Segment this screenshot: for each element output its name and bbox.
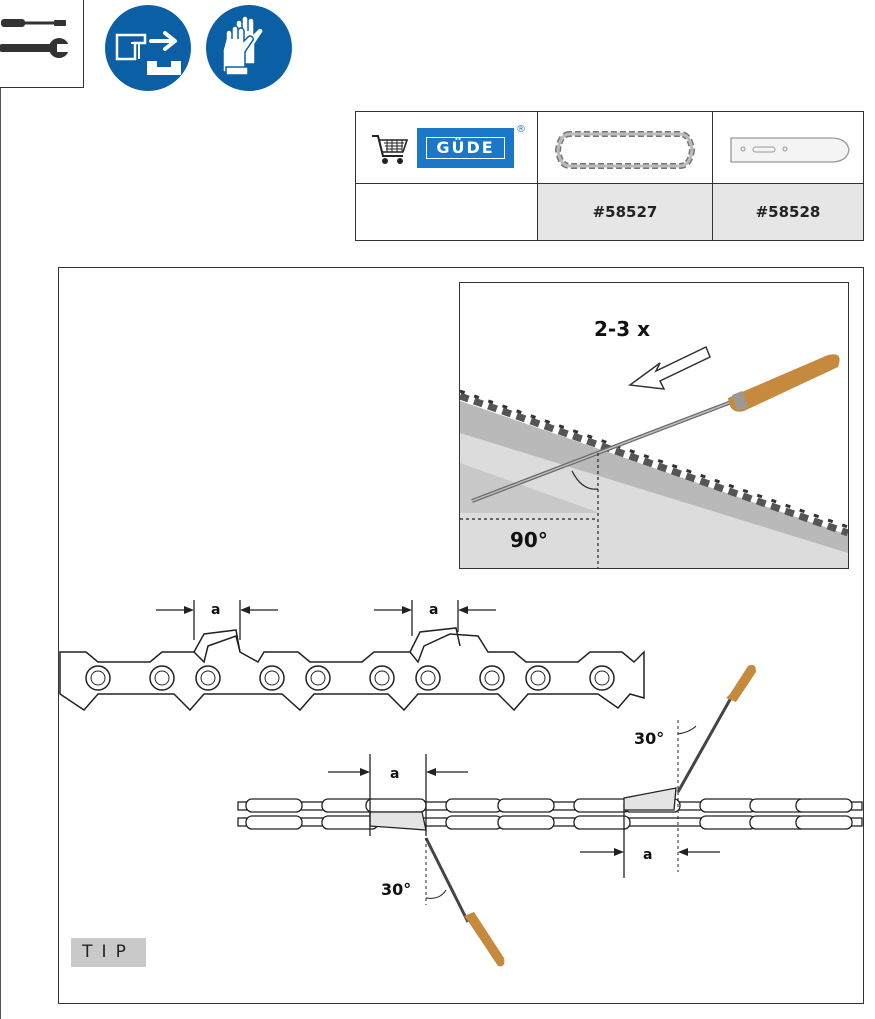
- brand-name: GÜDE: [426, 137, 505, 159]
- saw-chain-icon: [550, 122, 700, 178]
- brand-logo: [417, 128, 514, 168]
- tools-box: [0, 0, 84, 88]
- tip-label: TIP: [71, 938, 146, 967]
- chain-top-diagram: [236, 660, 866, 980]
- chain-part-cell: [538, 184, 712, 240]
- angle-label-left: 30°: [381, 880, 412, 899]
- distance-label: a: [211, 602, 221, 618]
- bar-part-number: #58528: [755, 203, 821, 221]
- chain-part-number: #58527: [592, 203, 658, 221]
- repeat-count-label: 2-3 x: [594, 317, 650, 341]
- distance-label: a: [390, 766, 400, 782]
- angle-label-right: 30°: [634, 729, 665, 748]
- spare-parts-table: [355, 111, 864, 241]
- distance-label: a: [429, 602, 439, 618]
- bar-part-cell: [713, 184, 863, 240]
- screwdriver-wrench-icon: [0, 0, 85, 89]
- left-margin-rule: [0, 88, 1, 1019]
- shopping-cart-icon: [370, 131, 410, 167]
- right-angle-label: 90°: [510, 528, 548, 552]
- protective-gloves-icon: [206, 5, 292, 91]
- distance-label: a: [643, 847, 653, 863]
- guide-bar-icon: [723, 128, 853, 172]
- registered-mark: ®: [516, 124, 526, 135]
- remove-part-icon: [105, 5, 191, 91]
- filing-photo: [459, 282, 849, 569]
